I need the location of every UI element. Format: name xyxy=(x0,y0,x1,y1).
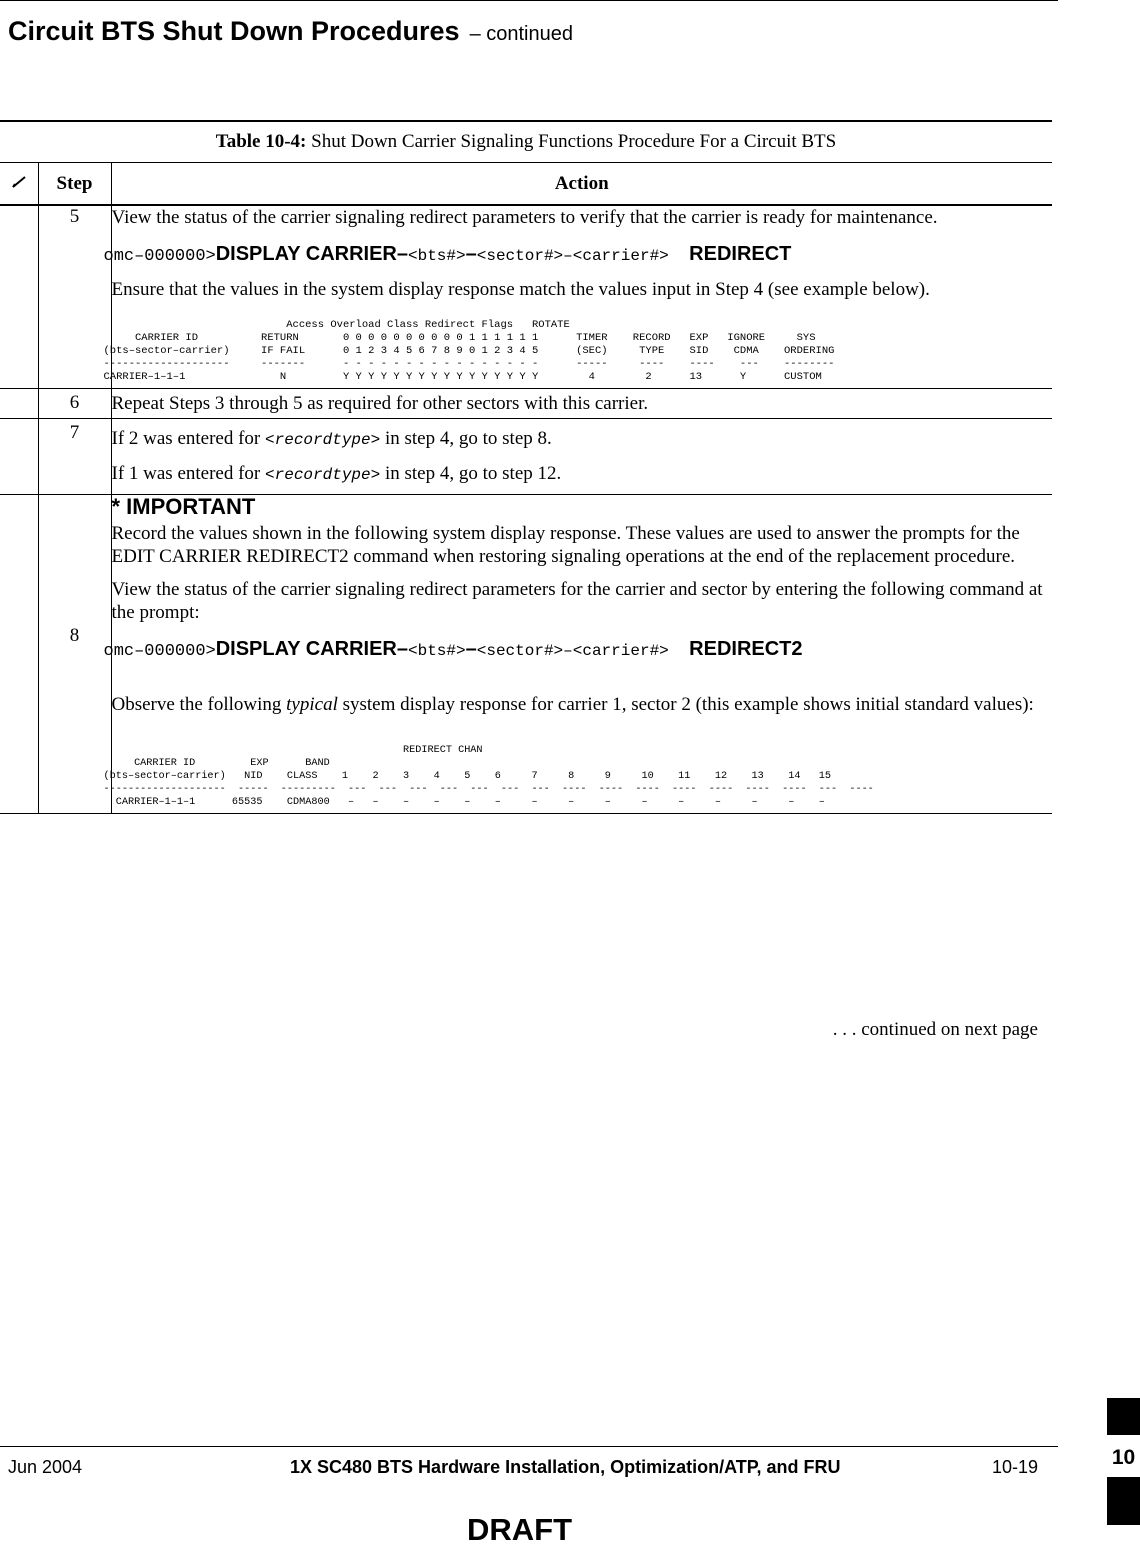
table-row xyxy=(0,419,1052,495)
step-text: View the status of the carrier signaling redirect parameters to verify that the carrier is ready for maintenance. xyxy=(111,207,938,228)
table-header-row xyxy=(0,163,1052,206)
action-cell xyxy=(103,205,1052,389)
checkmark-column-header xyxy=(0,163,38,206)
table-caption xyxy=(0,121,1052,163)
step-number: 7 xyxy=(38,419,111,495)
continued-note: . . . continued on next page xyxy=(832,1019,1038,1040)
command-argument: <sector#>–<carrier#> xyxy=(476,247,669,265)
step-number: 6 xyxy=(38,389,111,419)
ensure-text: Ensure that the values in the system display response match the values input in Step 4 (see example below). xyxy=(111,279,930,300)
page-header xyxy=(8,16,573,47)
top-rule xyxy=(0,0,1058,1)
system-display-response: Access Overload Class Redirect Flags ROTATE CARRIER ID RETURN 0 0 0 0 0 0 0 0 0 0 1 1 1 1 1 1 TIMER RECORD EXP IGNORE SYS (bts–sector–carrier) IF FAIL 0 1 2 3 4 5 6 7 8 9 0 1 2 3 4 5 (SEC) TYPE SID CDMA ORDERING -------------------- ------- - - - - - - - - - - - - - - - - ----- ---- ---- --- -------- CARRIER–1–1–1 N Y Y Y Y Y Y Y Y Y Y Y Y Y Y Y Y 4 2 13 Y CUSTOM xyxy=(103,319,835,383)
footer-date: Jun 2004 xyxy=(8,1457,83,1477)
action-cell xyxy=(111,419,1052,495)
footer-rule xyxy=(0,1446,1058,1447)
system-display-response: REDIRECT CHAN CARRIER ID EXP BAND (bts–sector–carrier) NID CLASS 1 2 3 4 5 6 7 8 9 10 11 12 13 14 15 -------------------- ----- --------- --- --- --- --- --- --- --- ---- ---- ---- ---- ---- ---- ---- --- ---- CARRIER–1–1–1 65535 CDMA800 – – – – – – – – – – – – – – – xyxy=(103,745,874,808)
command-argument: <sector#>–<carrier#> xyxy=(476,642,669,660)
caption-text: Shut Down Carrier Signaling Functions Procedure For a Circuit BTS xyxy=(306,131,837,152)
footer-page-number: 10-19 xyxy=(992,1457,1039,1477)
step-number: 5 xyxy=(38,205,111,389)
action-cell xyxy=(111,389,1052,419)
command-keyword: REDIRECT xyxy=(689,243,792,265)
text-span: If 2 was entered for xyxy=(111,428,266,449)
step-number: 8 xyxy=(38,495,111,814)
chapter-tab-number: 10 xyxy=(1111,1446,1136,1469)
action-column-header: Action xyxy=(111,163,1052,206)
continued-label: – continued xyxy=(469,23,573,45)
action-cell xyxy=(103,494,1052,814)
step-text xyxy=(112,422,1053,457)
command-prompt: omc–000000> xyxy=(103,642,216,661)
text-span: If 1 was entered for xyxy=(111,463,266,484)
command-prompt: omc–000000> xyxy=(103,247,216,266)
text-span: in step 4, go to step 12. xyxy=(380,463,562,484)
checkmark-icon xyxy=(12,175,26,189)
procedure-table xyxy=(0,120,1052,814)
checkbox-cell xyxy=(0,389,38,419)
observe-text xyxy=(112,693,1053,716)
code-span: <recordtype> xyxy=(265,466,381,484)
text-span: system display response for carrier 1, sector 2 (this example shows initial standard values): xyxy=(337,694,1034,715)
footer-doc-title: 1X SC480 BTS Hardware Installation, Optimization/ATP, and FRU xyxy=(290,1457,841,1477)
important-label: * IMPORTANT xyxy=(111,494,256,519)
step-column-header: Step xyxy=(38,163,111,206)
step-text: View the status of the carrier signaling redirect parameters for the carrier and sector by entering the following command at the prompt: xyxy=(111,579,1043,623)
checkbox-cell xyxy=(0,419,38,495)
important-text: Record the values shown in the following system display response. These values are used to answer the prompts for the EDIT CARRIER REDIRECT2 command when restoring signaling operations at the end of the replacement procedure. xyxy=(111,523,1020,567)
caption-label: Table 10-4: xyxy=(215,131,307,152)
table-row xyxy=(0,205,1052,389)
emphasis-text: typical xyxy=(286,694,338,715)
command-line xyxy=(104,243,1053,268)
table-row xyxy=(0,389,1052,419)
command-keyword: DISPLAY CARRIER– xyxy=(215,243,408,265)
table-row xyxy=(0,495,1052,814)
command-dash: – xyxy=(465,638,477,660)
checkbox-cell xyxy=(0,205,38,389)
draft-label: DRAFT xyxy=(467,1512,573,1547)
command-keyword: REDIRECT2 xyxy=(689,638,803,660)
command-dash: – xyxy=(465,243,477,265)
text-span: in step 4, go to step 8. xyxy=(380,428,552,449)
step-text xyxy=(112,457,1053,492)
page-title: Circuit BTS Shut Down Procedures xyxy=(8,16,460,46)
chapter-tab-lower xyxy=(1107,1477,1140,1525)
command-line xyxy=(104,638,1053,663)
command-argument: <bts#> xyxy=(408,642,466,660)
command-argument: <bts#> xyxy=(408,247,466,265)
text-span: Observe the following xyxy=(111,694,287,715)
chapter-tab-upper xyxy=(1107,1398,1140,1435)
code-span: <recordtype> xyxy=(265,431,381,449)
step-text: Repeat Steps 3 through 5 as required for other sectors with this carrier. xyxy=(111,393,649,414)
checkbox-cell xyxy=(0,495,38,814)
command-keyword: DISPLAY CARRIER– xyxy=(215,638,408,660)
